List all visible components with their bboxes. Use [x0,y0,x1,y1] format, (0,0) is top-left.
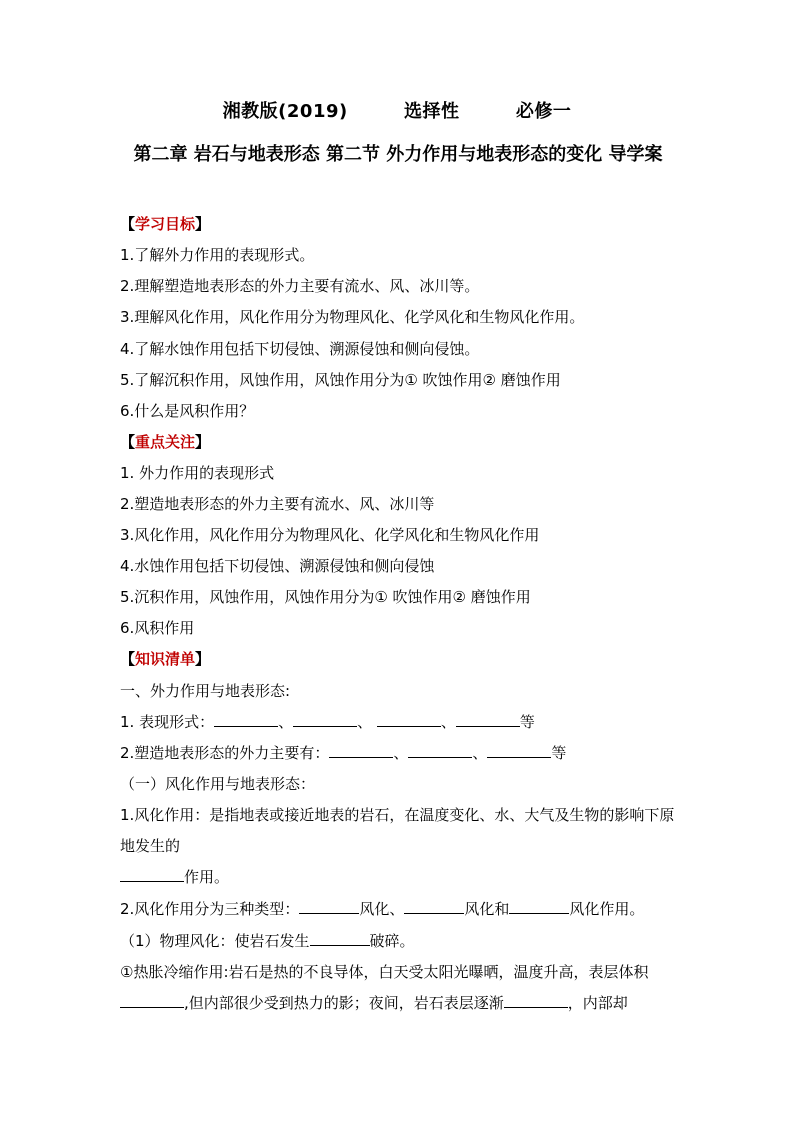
goal-item: 5.了解沉积作用，风蚀作用，风蚀作用分为① 吹蚀作用② 磨蚀作用 [120,371,561,389]
focus-item: 6.风积作用 [120,619,195,637]
section-heading-knowledge: 【知识清单】 [120,650,211,668]
focus-item: 3.风化作用，风化作用分为物理风化、化学风化和生物风化作用 [120,526,540,544]
answer-blank[interactable] [120,867,184,882]
answer-blank[interactable] [299,899,359,914]
goal-item: 6.什么是风积作用？ [120,402,255,420]
answer-blank[interactable] [377,712,441,727]
focus-item: 2.塑造地表形态的外力主要有流水、风、冰川等 [120,495,435,513]
question-5: （1）物理风化：使岩石发生 破碎。 [120,932,415,950]
answer-blank[interactable] [487,743,551,758]
focus-item: 1. 外力作用的表现形式 [120,464,275,482]
focus-item: 5.沉积作用，风蚀作用，风蚀作用分为① 吹蚀作用② 磨蚀作用 [120,588,531,606]
answer-blank[interactable] [504,993,568,1008]
focus-item: 4.水蚀作用包括下切侵蚀、溯源侵蚀和侧向侵蚀 [120,557,435,575]
question-1: 1. 表现形式： 、 、 、 等 [120,713,535,731]
knowledge-part-title: 一、外力作用与地表形态: [120,682,291,700]
goal-item: 4.了解水蚀作用包括下切侵蚀、溯源侵蚀和侧向侵蚀。 [120,340,480,358]
answer-blank[interactable] [408,743,472,758]
question-2: 2.塑造地表形态的外力主要有： 、 、 等 [120,744,567,762]
section-heading-goals: 【学习目标】 [120,215,211,233]
goal-item: 1.了解外力作用的表现形式。 [120,246,315,264]
document-title-line2: 第二章 岩石与地表形态 第二节 外力作用与地表形态的变化 导学案 [133,144,663,165]
answer-blank[interactable] [310,931,370,946]
question-4: 2.风化作用分为三种类型： 风化、 风化和 风化作用。 [120,900,645,918]
answer-blank[interactable] [509,899,569,914]
answer-blank[interactable] [404,899,464,914]
answer-blank[interactable] [329,743,393,758]
section-heading-focus: 【重点关注】 [120,433,211,451]
goal-item: 2.理解塑造地表形态的外力主要有流水、风、冰川等。 [120,277,480,295]
question-6: ①热胀冷缩作用:岩石是热的不良导体，白天受太阳光曝晒，温度升高，表层体积,但内部很少受到热力的影；夜间，岩石表层逐渐 ，内部却 [120,963,649,1012]
question-3: 1.风化作用：是指地表或接近地表的岩石，在温度变化、水、大气及生物的影响下原地发生的 作用。 [120,806,675,886]
answer-blank[interactable] [214,712,278,727]
subsection-weathering: （一）风化作用与地表形态： [120,775,316,793]
answer-blank[interactable] [456,712,520,727]
goal-item: 3.理解风化作用，风化作用分为物理风化、化学风化和生物风化作用。 [120,308,585,326]
document-title-line1: 湘教版(2019) 选择性 必修一 [222,101,572,122]
answer-blank[interactable] [120,993,184,1008]
answer-blank[interactable] [293,712,357,727]
